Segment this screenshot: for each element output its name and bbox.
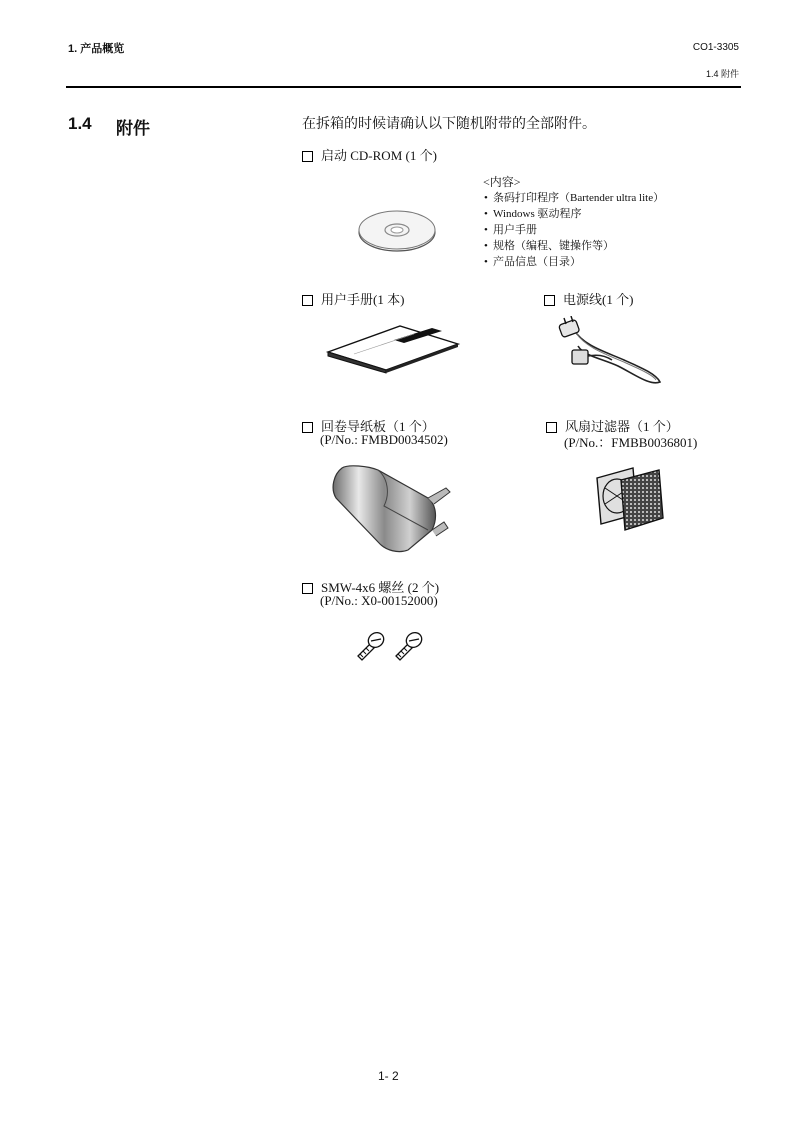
cd-contents [483, 174, 664, 270]
header-chapter: 1. 产品概览 [68, 43, 125, 55]
guide-plate-part-number: (P/No.: FMBD0034502) [320, 432, 448, 447]
checkbox-icon [302, 422, 313, 433]
screw-label: SMW-4x6 螺丝 (2 个) [321, 580, 440, 595]
fan-filter-part-number: (P/No.：FMBB0036801) [564, 435, 698, 450]
power-cord-item [544, 289, 633, 308]
checkbox-icon [302, 151, 313, 162]
manual-book-icon [324, 322, 462, 374]
list-item: • 产品信息（目录） [483, 254, 664, 270]
checkbox-icon [302, 583, 313, 594]
fan-filter-label: 风扇过滤器（1 个） [565, 419, 679, 434]
header-section-ref: 1.4 附件 [705, 69, 739, 79]
screw-part-number: (P/No.: X0-00152000) [320, 593, 438, 608]
cd-rom-label: 启动 CD-ROM (1 个) [321, 148, 437, 163]
guide-plate-icon [328, 458, 456, 556]
header-doc-code: CO1-3305 [692, 42, 739, 53]
list-item: • 条码打印程序（Bartender ultra lite） [483, 190, 664, 206]
cd-contents-list [483, 190, 664, 270]
manual-label: 用户手册(1 本) [321, 292, 405, 307]
checkbox-icon [544, 295, 555, 306]
checkbox-icon [302, 295, 313, 306]
list-item: • Windows 驱动程序 [483, 206, 664, 222]
manual-item [302, 289, 404, 308]
header-rule [66, 86, 741, 88]
guide-plate-label: 回卷导纸板（1 个） [321, 419, 435, 434]
cd-rom-item [302, 145, 437, 164]
page-number: 1- 2 [378, 1069, 399, 1083]
fan-filter-icon [593, 466, 665, 532]
section-title: 附件 [116, 119, 150, 138]
power-cord-icon [554, 316, 664, 388]
list-item: • 用户手册 [483, 222, 664, 238]
screw-icon [354, 630, 426, 662]
cd-contents-heading: <内容> [483, 175, 521, 189]
list-item: • 规格（编程、键操作等） [483, 238, 664, 254]
cd-rom-icon [356, 208, 438, 254]
power-cord-label: 电源线(1 个) [563, 292, 634, 307]
checkbox-icon [546, 422, 557, 433]
intro-text: 在拆箱的时候请确认以下随机附带的全部附件。 [302, 117, 596, 132]
section-number: 1.4 [68, 114, 92, 133]
